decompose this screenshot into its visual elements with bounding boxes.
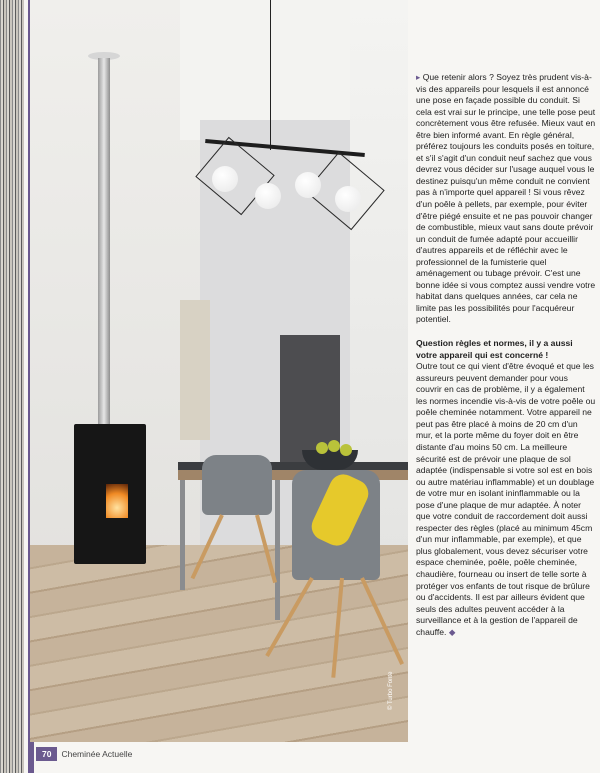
lamp-wire [270,0,271,150]
page-footer [36,747,236,765]
lamp-bulb [255,183,281,209]
paragraph-1-text: Que retenir alors ? Soyez très prudent vis-à-vis des appareils pour lesquels il est annoncé une pose en façade possible du conduit. Si cela est vrai sur le principe, une telle pose peut concrètement vous être refusée. Mieux vaut en être bien informé avant. En règle général, préférez toujours les conduits posés en toiture, et s'il s'agit d'un conduit neuf sachez que vous devrez vous décider sur l'usage auquel vous le destinez puisqu'un même conduit ne convient pas à n'importe quel appareil ! Si vous rêvez d'un poêle à pellets, par exemple, pour éviter d'être piégé ensuite et ne pas pouvoir changer de combustible, mieux vaut sans doute prévoir un conduit de fumée adapté pour accueillir d'autres appareils et de réfléchir avec le professionnel de la fumisterie quel aménagement ou tubage prévoir. C'est une bonne idée si vous comptez aussi vendre votre habitat dans quelques années, car cela ne limite pas les possibilités pour l'acquéreur potentiel. [416,72,596,325]
kitchen-niche [180,300,210,440]
lamp-bulb [295,172,321,198]
paragraph-2-text: Outre tout ce qui vient d'être évoqué et que les assureurs peuvent demander pour vous couvrir en cas de problème, il y a également les normes incendie vis-à-vis de votre poêle ou poêle cheminée notamment. Votre appareil ne peut pas être placé à moins de 20 cm d'un mur, et la porte même du foyer doit en être distante d'au moins 50 cm. La meilleure sécurité est de prévoir une plaque de sol adaptée (indispensable si votre sol est en bois ou autre matériau inflammable) et un doublage de votre mur en isolant ininflammable ou la pose d'une plaque de mur adaptée. À noter que votre conduit de raccordement doit aussi respecter des règles (placé au minimum 45cm d'un mur inflammable, par exemple), et que plus globalement, vous devez sécuriser votre espace cheminée, poêle, poêle cheminée, chaudière, fourneau ou insert de telle sorte à protéger vos enfants de tout risque de brûlure ou d'accidents. Il est par ailleurs évident que seuls des adultes peuvent accéder à la surveillance et à la gestion de l'appareil de chauffe. [416,361,596,637]
flue-pipe [98,58,110,430]
stove-fire-window [106,484,128,518]
table-leg [180,480,185,590]
lamp-bulb [212,166,238,192]
article-text [416,72,596,638]
fruit [340,444,352,456]
page-number: 70 [36,747,57,761]
interior-photo [30,0,408,742]
lamp-bulb [335,186,361,212]
paragraph-1 [416,72,596,326]
end-mark-icon: ◆ [448,626,456,637]
fruit [328,440,340,452]
bullet-icon: ▸ [416,72,421,82]
chair [202,455,272,515]
pellet-stove [74,424,146,564]
photo-credit: © Turbo Fonte [388,671,394,710]
paragraph-2 [416,361,596,638]
magazine-name: Cheminée Actuelle [61,749,133,759]
table-leg [275,480,280,620]
fruit [316,442,328,454]
subheading: Question règles et normes, il y a aussi votre appareil qui est concerné ! [416,338,573,360]
page-edges [0,0,24,773]
